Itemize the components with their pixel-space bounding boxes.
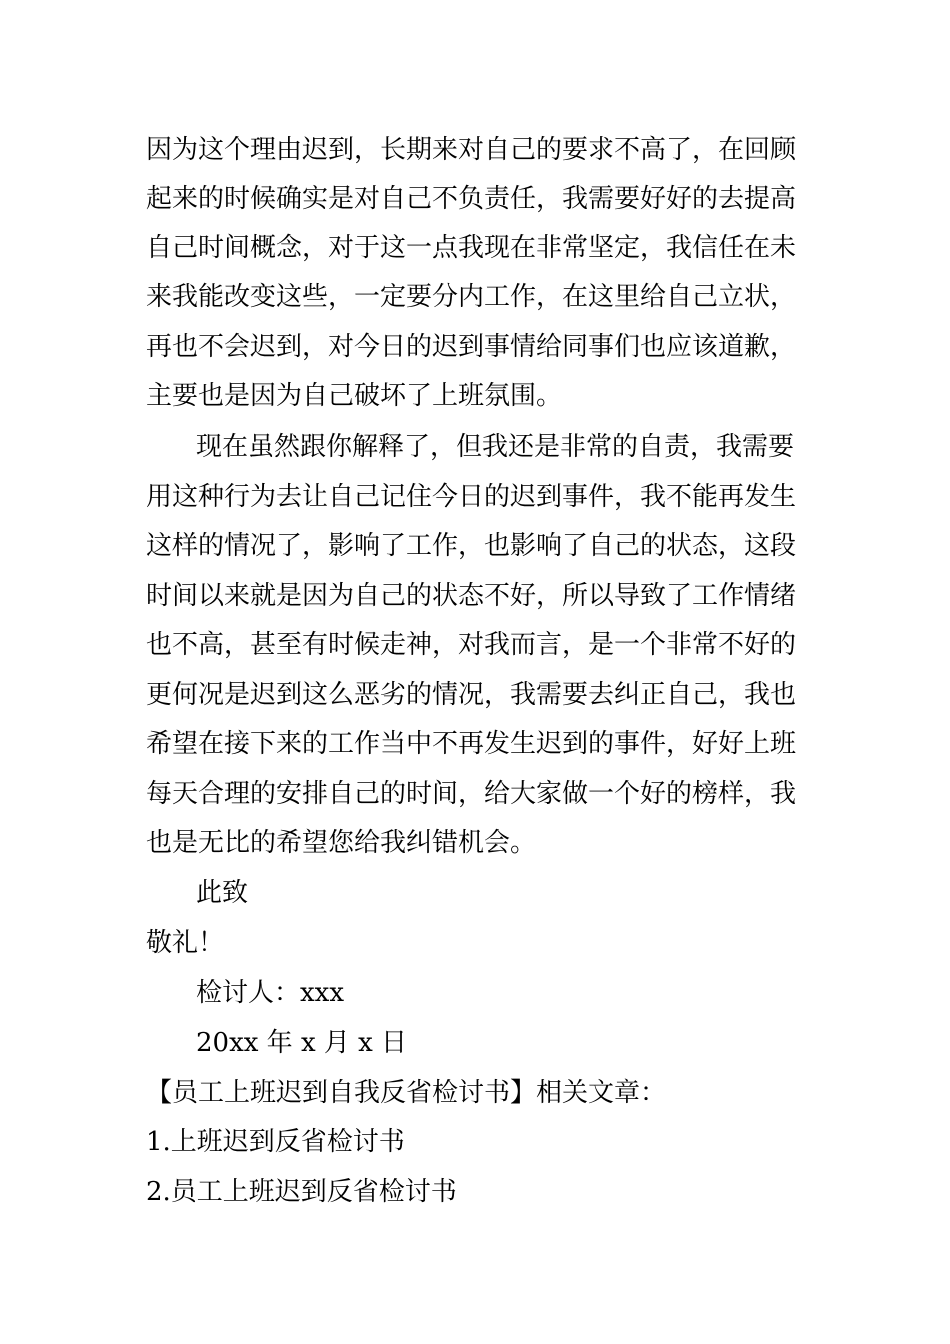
paragraph-line: 因为这个理由迟到，长期来对自己的要求不高了，在回顾 — [146, 135, 797, 165]
paragraph-line: 也不高，甚至有时候走神，对我而言，是一个非常不好的 — [146, 630, 797, 660]
closing-salutation: 此致 — [196, 878, 249, 908]
date-line: 20xx 年 x 月 x 日 — [196, 1028, 408, 1058]
paragraph-line: 主要也是因为自己破坏了上班氛围。 — [146, 381, 563, 411]
paragraph-line: 起来的时候确实是对自己不负责任，我需要好好的去提高 — [146, 184, 797, 214]
paragraph-line: 现在虽然跟你解释了，但我还是非常的自责，我需要 — [196, 432, 795, 462]
paragraph-line: 希望在接下来的工作当中不再发生迟到的事件，好好上班 — [146, 729, 797, 759]
paragraph-line: 自己时间概念，对于这一点我现在非常坚定，我信任在未 — [146, 233, 797, 263]
paragraph-line: 这样的情况了，影响了工作，也影响了自己的状态，这段 — [146, 531, 797, 561]
paragraph-line: 用这种行为去让自己记住今日的迟到事件，我不能再发生 — [146, 482, 797, 512]
paragraph-line: 更何况是迟到这么恶劣的情况，我需要去纠正自己，我也 — [146, 680, 797, 710]
related-item-1[interactable]: 1.上班迟到反省检讨书 — [146, 1127, 405, 1157]
paragraph-line: 每天合理的安排自己的时间，给大家做一个好的榜样，我 — [146, 779, 797, 809]
paragraph-line: 再也不会迟到，对今日的迟到事情给同事们也应该道歉， — [146, 332, 797, 362]
paragraph-line: 来我能改变这些，一定要分内工作，在这里给自己立状， — [146, 282, 797, 312]
related-heading: 【员工上班迟到自我反省检讨书】相关文章： — [146, 1078, 667, 1108]
paragraph-line: 时间以来就是因为自己的状态不好，所以导致了工作情绪 — [146, 581, 797, 611]
paragraph-line: 也是无比的希望您给我纠错机会。 — [146, 828, 537, 858]
related-item-2[interactable]: 2.员工上班迟到反省检讨书 — [146, 1177, 457, 1207]
signer-line: 检讨人：xxx — [196, 978, 344, 1008]
closing-regards: 敬礼！ — [146, 928, 225, 958]
